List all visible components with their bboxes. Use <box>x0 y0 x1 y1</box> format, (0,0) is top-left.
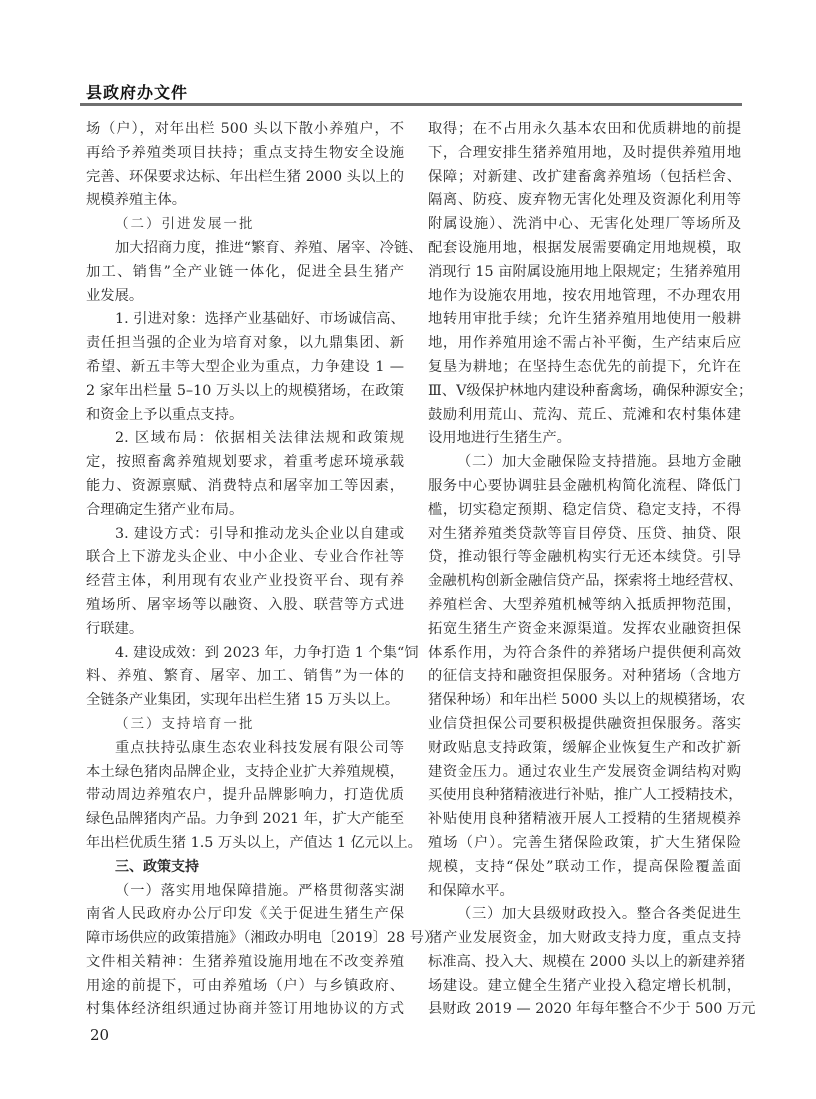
text-line: 猪保种场）和年出栏 5000 头以上的规模猪场，农 <box>428 692 746 709</box>
text-line: 贷，推动银行等金融机构实行无还本续贷。引导 <box>428 549 741 566</box>
page-number: 20 <box>90 1026 110 1044</box>
text-line: 殖场（户）。完善生猪保险政策，扩大生猪保险 <box>428 834 741 851</box>
section-heading <box>86 856 404 880</box>
text-line: 用途的前提下，可由养殖场（户）与乡镇政府、 <box>86 977 404 994</box>
text-line: 复垦为耕地；在坚持生态优先的前提下，允许在 <box>428 358 741 375</box>
text-line: 三、政策支持 <box>115 858 199 875</box>
text-line: 场建设。建立健全生猪产业投入稳定增长机制， <box>428 977 741 994</box>
text-line: （三）加大县级财政投入。整合各类促进生 <box>457 906 741 923</box>
text-line: （一）落实用地保障措施。严格贯彻落实湖 <box>115 882 404 899</box>
text-line: 体系作用，为符合条件的养猪场户提供便利高效 <box>428 644 741 661</box>
text-line: 猪产业发展资金，加大财政支持力度，重点支持 <box>428 930 741 947</box>
text-line: 地作为设施农用地，按农用地管理，不办理农用 <box>428 287 741 304</box>
text-line: 标准高、投入大、规模在 2000 头以上的新建养猪 <box>428 953 746 970</box>
text-line: 经营主体，利用现有农业产业投资平台、现有养 <box>86 573 404 590</box>
text-line: 保障；对新建、改扩建畜禽养殖场（包括栏舍、 <box>428 168 741 185</box>
text-line: 和资金上予以重点支持。 <box>86 406 244 423</box>
text-line: 地转用审批手续；允许生猪养殖用地使用一般耕 <box>428 311 741 328</box>
text-line: 鼓励利用荒山、荒沟、荒丘、荒滩和农村集体建 <box>428 406 741 423</box>
paragraph <box>86 237 423 308</box>
text-line: 完善、环保要求达标、年出栏生猪 2000 头以上的 <box>86 168 404 185</box>
text-line: 希望、新五丰等大型企业为重点，力争建设 1 — <box>86 358 404 375</box>
paragraph <box>86 427 404 522</box>
text-line: 业发展。 <box>86 287 144 304</box>
text-line: 服务中心要协调驻县金融机构简化流程、降低门 <box>428 477 741 494</box>
text-line: 南省人民政府办公厅印发《关于促进生猪生产保 <box>86 906 404 923</box>
text-line: 文件相关精神：生猪养殖设施用地在不改变养殖 <box>86 953 404 970</box>
text-line: 和保障水平。 <box>428 882 514 899</box>
text-line: 带动周边养殖农户，提升品牌影响力，打造优质 <box>86 787 404 804</box>
paragraph <box>428 451 746 903</box>
text-line: 加大招商力度，推进“繁育、养殖、屠宰、冷链、 <box>115 239 423 256</box>
text-line: 补贴使用良种猪精液开展人工授精的生猪规模养 <box>428 811 741 828</box>
text-line: 联合上下游龙头企业、中小企业、专业合作社等 <box>86 549 404 566</box>
right-column <box>428 118 756 1022</box>
text-line: 买使用良种猪精液进行补贴，推广人工授精技术， <box>428 787 743 804</box>
left-column <box>86 118 439 1022</box>
text-line: 隔离、防疫、废弃物无害化处理及资源化利用等 <box>428 192 741 209</box>
text-line: 全链条产业集团，实现年出栏生猪 15 万头以上。 <box>86 692 400 709</box>
text-line: 障市场供应的政策措施》（湘政办明电〔2019〕28 号） <box>86 930 439 947</box>
text-line: 对生猪养殖类贷款等盲目停贷、压贷、抽贷、限 <box>428 525 741 542</box>
text-line: 养殖栏舍、大型养殖机械等纳入抵质押物范围， <box>428 596 741 613</box>
text-line: 规模养殖主体。 <box>86 192 187 209</box>
paragraph <box>86 642 419 713</box>
text-line: 年出栏优质生猪 1.5 万头以上，产值达 1 亿元以上。 <box>86 834 422 851</box>
text-line: 规模，支持“保处”联动工作，提高保险覆盖面 <box>428 858 741 875</box>
text-line: 3. 建设方式：引导和推动龙头企业以自建或 <box>115 525 404 542</box>
text-line: 1. 引进对象：选择产业基础好、市场诚信高、 <box>115 311 405 328</box>
header-divider <box>80 103 742 106</box>
text-line: 配套设施用地，根据发展需要确定用地规模，取 <box>428 239 741 256</box>
text-line: 2 家年出栏量 5–10 万头以上的规模猪场，在政策 <box>86 382 404 399</box>
text-line: 金融机构创新金融信贷产品，探索将土地经营权、 <box>428 573 743 590</box>
paragraph <box>86 880 439 1023</box>
paragraph <box>86 523 404 642</box>
text-line: （二）引进发展一批 <box>115 216 255 233</box>
text-line: 县财政 2019 — 2020 年每年整合不少于 500 万元 <box>428 1001 756 1018</box>
paragraph <box>428 118 753 451</box>
paragraph <box>86 118 404 213</box>
text-line: 附属设施）、洗消中心、无害化处理厂等场所及 <box>428 216 741 233</box>
text-line: 能力、资源禀赋、消费特点和屠宰加工等因素， <box>86 477 404 494</box>
text-line: 消现行 15 亩附属设施用地上限规定；生猪养殖用 <box>428 263 742 280</box>
text-line: 本土绿色猪肉品牌企业，支持企业扩大养殖规模， <box>86 763 404 780</box>
text-line: 地，用作养殖用途不需占补平衡，生产结束后应 <box>428 335 741 352</box>
text-line: 合理确定生猪产业布局。 <box>86 501 244 518</box>
text-line: 财政贴息支持政策，缓解企业恢复生产和改扩新 <box>428 739 741 756</box>
text-line: 的征信支持和融资担保服务。对种猪场（含地方 <box>428 668 741 685</box>
text-line: 下，合理安排生猪养殖用地，及时提供养殖用地 <box>428 144 741 161</box>
text-line: 拓宽生猪生产资金来源渠道。发挥农业融资担保 <box>428 620 741 637</box>
text-line: 再给予养殖类项目扶持；重点支持生物安全设施 <box>86 144 404 161</box>
text-line: 责任担当强的企业为培育对象，以九鼎集团、新 <box>86 335 404 352</box>
paragraph <box>428 903 756 1022</box>
paragraph <box>86 308 404 427</box>
text-line: 4. 建设成效：到 2023 年，力争打造 1 个集“饲 <box>115 644 419 661</box>
text-line: （二）加大金融保险支持措施。县地方金融 <box>457 454 741 471</box>
text-line: 设用地进行生猪生产。 <box>428 430 571 447</box>
text-line: 行联建。 <box>86 620 144 637</box>
text-line: 殖场所、屠宰场等以融资、入股、联营等方式进 <box>86 596 404 613</box>
text-line: 村集体经济组织通过协商并签订用地协议的方式 <box>86 1001 404 1018</box>
text-line: 建资金压力。通过农业生产发展资金调结构对购 <box>428 763 741 780</box>
text-line: 场（户），对年出栏 500 头以下散小养殖户，不 <box>86 121 404 137</box>
subsection-heading <box>86 213 404 237</box>
text-line: 重点扶持弘康生态农业科技发展有限公司等 <box>115 739 404 756</box>
text-line: 业信贷担保公司要积极提供融资担保服务。落实 <box>428 715 741 732</box>
text-line: 定，按照畜禽养殖规划要求，着重考虑环境承载 <box>86 454 404 471</box>
text-line: 料、养殖、繁育、屠宰、加工、销售”为一体的 <box>86 668 404 685</box>
text-line: （三）支持培育一批 <box>115 715 255 732</box>
text-line: 绿色品牌猪肉产品。力争到 2021 年，扩大产能至 <box>86 811 404 828</box>
text-line: Ⅲ、Ⅴ级保护林地内建设种畜禽场，确保种源安全； <box>428 382 753 399</box>
text-line: 加工、销售”全产业链一体化，促进全县生猪产 <box>86 263 404 280</box>
paragraph <box>86 737 422 856</box>
subsection-heading <box>86 713 404 737</box>
text-line: 槛，切实稳定预期、稳定信贷、稳定支持，不得 <box>428 501 741 518</box>
text-line: 2. 区域布局：依据相关法律法规和政策规 <box>115 430 404 447</box>
header-title: 县政府办文件 <box>86 83 189 102</box>
text-line: 取得；在不占用永久基本农田和优质耕地的前提 <box>428 121 741 137</box>
